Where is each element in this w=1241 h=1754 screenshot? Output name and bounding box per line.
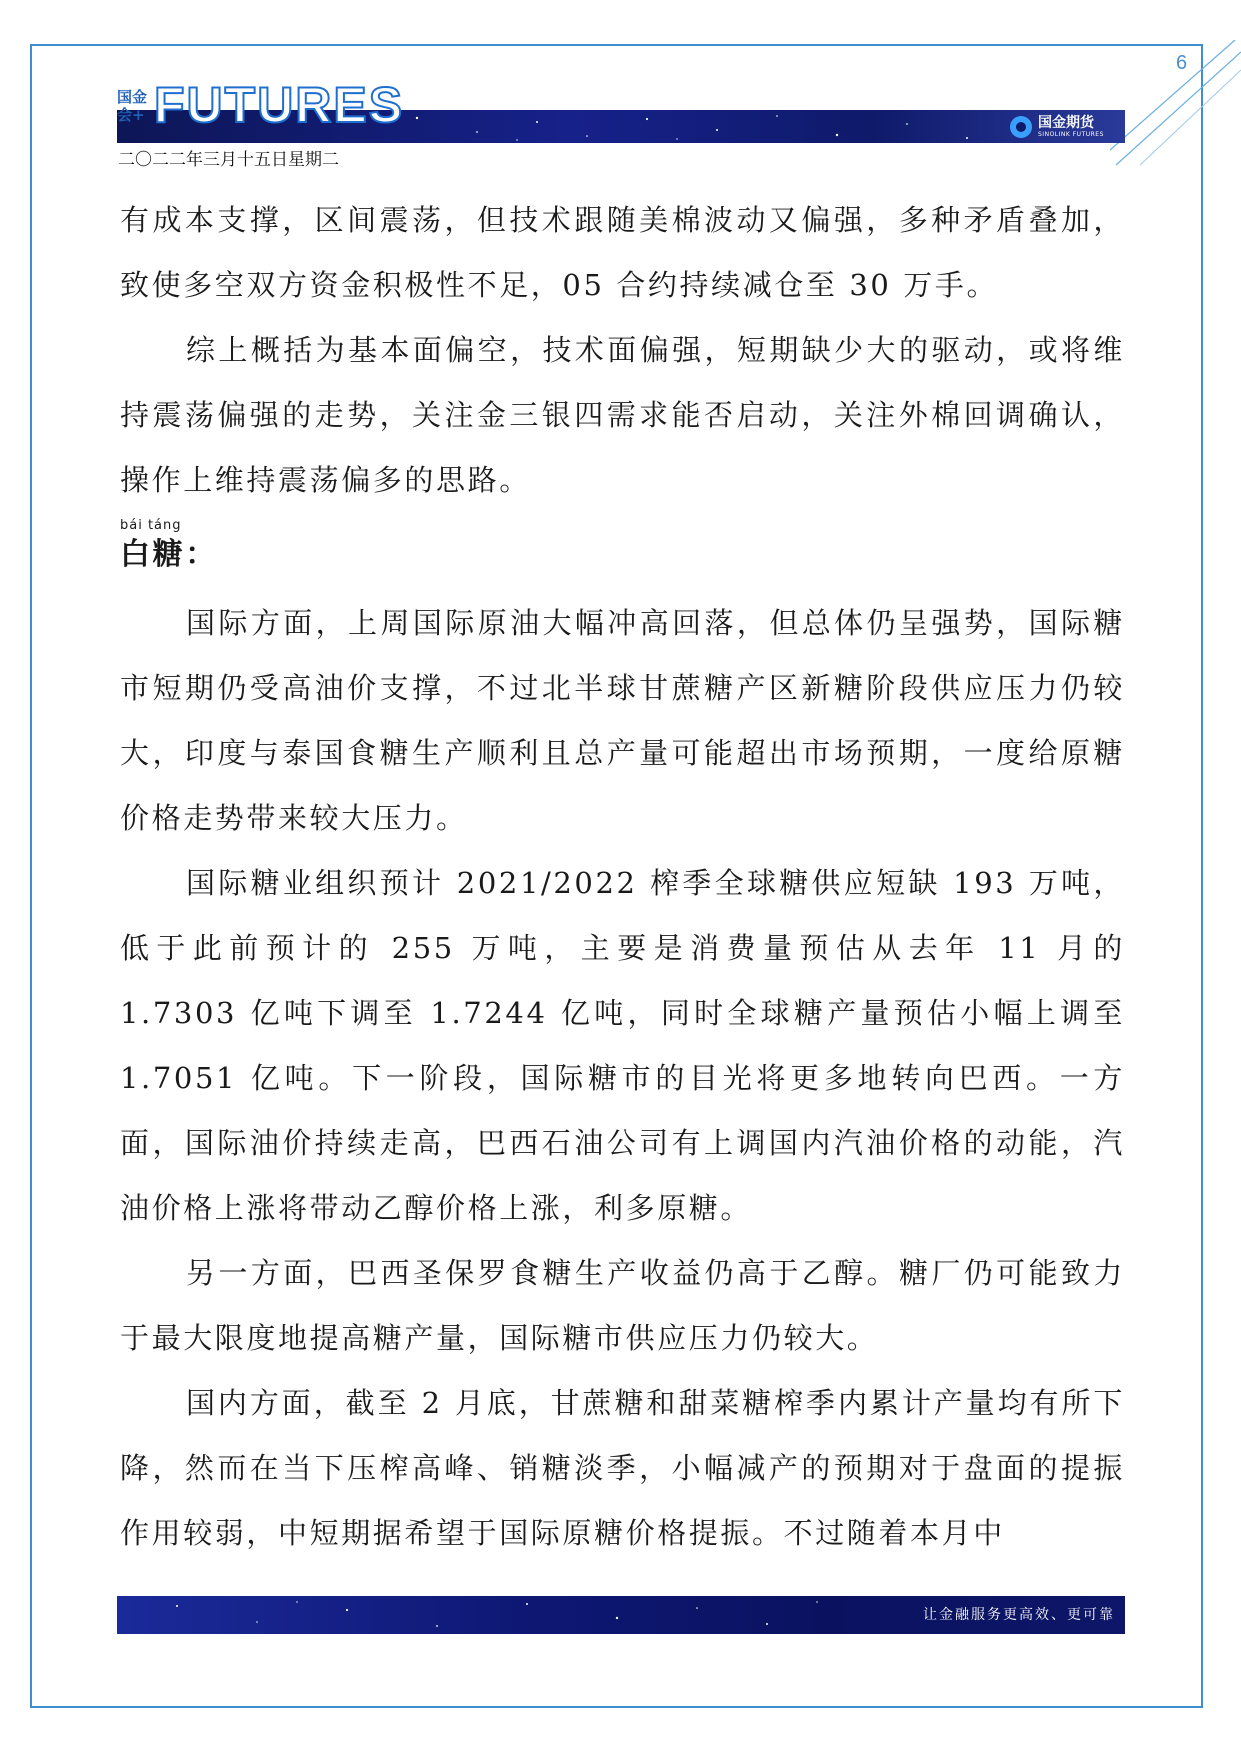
page-number: 6 <box>1176 52 1188 74</box>
brand-futures-logo: FUTURES <box>154 77 405 133</box>
sinolink-logo-icon <box>1010 116 1032 138</box>
paragraph-sugar-international: 国际方面，上周国际原油大幅冲高回落，但总体仍呈强势，国际糖市短期仍受高油价支撑，不过北半球甘蔗糖产区新糖阶段供应压力仍较大，印度与泰国食糖生产顺利且总产量可能超出市场预期，一度给原糖价格走势带来较大压力。 <box>120 606 1125 835</box>
report-date: 二〇二二年三月十五日星期二 <box>118 150 339 170</box>
paragraph-sugar-iso-forecast: 国际糖业组织预计 2021/2022 榨季全球糖供应短缺 193 万吨，低于此前预计的 255 万吨，主要是消费量预估从去年 11 月的 1.7303 亿吨下调至 1.7244 亿吨，同时全球糖产量预估小幅上调至 1.7051 亿吨。下一阶段，国际糖市的目光将更多地转向巴西。一方面，国际油价持续走高，巴西石油公司有上调国内汽油价格的动能，汽油价格上涨将带动乙醇价格上涨，利多原糖。 <box>120 866 1125 1225</box>
report-body <box>120 188 1125 1566</box>
sinolink-logo <box>1010 114 1104 140</box>
paragraph-sugar-domestic: 国内方面，截至 2 月底，甘蔗糖和甜菜糖榨季内累计产量均有所下降，然而在当下压榨高峰、销糖淡季，小幅减产的预期对于盘面的提振作用较弱，中短期据希望于国际原糖价格提振。不过随着本月中 <box>120 1386 1125 1550</box>
paragraph-sugar-brazil: 另一方面，巴西圣保罗食糖生产收益仍高于乙醇。糖厂仍可能致力于最大限度地提高糖产量，国际糖市供应压力仍较大。 <box>120 1256 1125 1355</box>
footer-band <box>117 1596 1125 1634</box>
paragraph-cotton-summary: 综上概括为基本面偏空，技术面偏强，短期缺少大的驱动，或将维持震荡偏强的走势，关注金三银四需求能否启动，关注外棉回调确认，操作上维持震荡偏多的思路。 <box>120 333 1125 497</box>
paragraph-cotton-continued: 有成本支撑，区间震荡，但技术跟随美棉波动又偏强，多种矛盾叠加，致使多空双方资金积极性不足，05 合约持续减仓至 30 万手。 <box>120 203 1125 302</box>
sinolink-logo-en: SINOLINK FUTURES <box>1038 131 1104 138</box>
sinolink-logo-cn: 国金期货 <box>1038 115 1094 131</box>
section-heading-pinyin: bái táng <box>120 518 182 533</box>
footer-slogan: 让金融服务更高效、更可靠 <box>923 1607 1115 1623</box>
section-heading-sugar <box>120 513 1125 591</box>
brand-chinese-mark: 国金会+ <box>117 88 148 124</box>
section-heading-title: 白糖： <box>120 537 218 572</box>
